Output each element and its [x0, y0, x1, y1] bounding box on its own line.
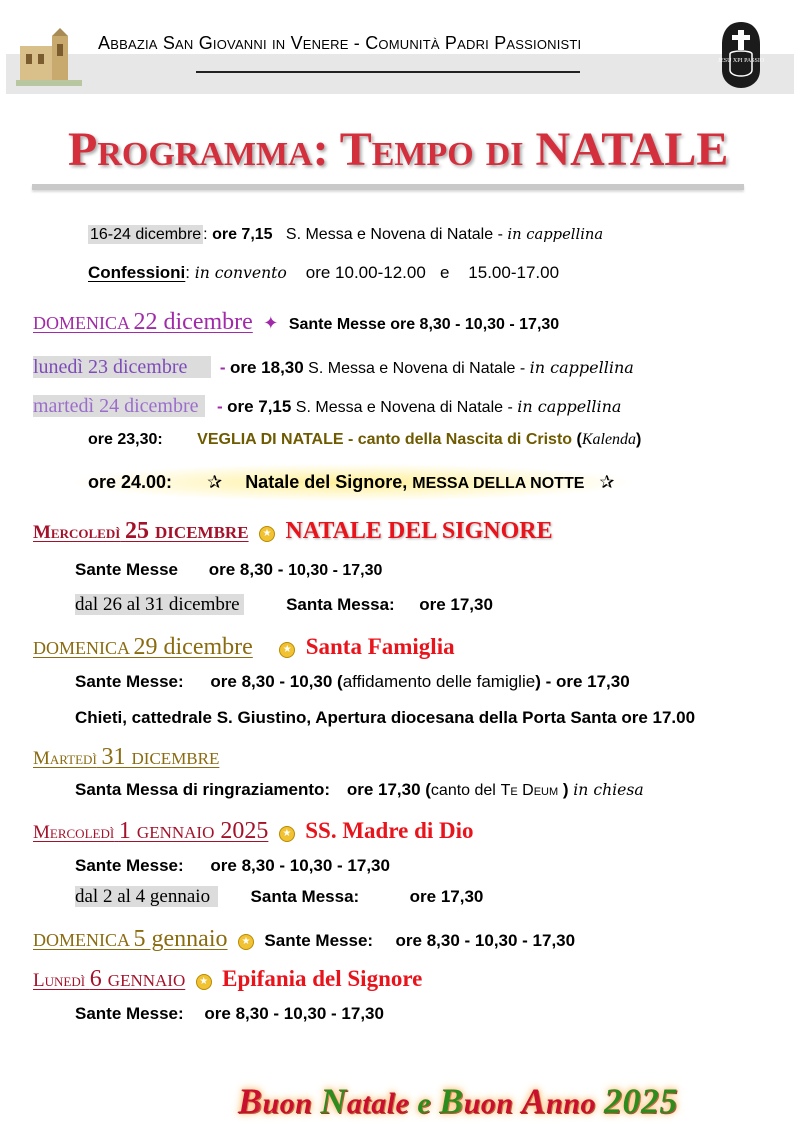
- mar24-text: S. Messa e Novena di Natale -: [295, 399, 513, 416]
- abbey-logo: [14, 28, 86, 88]
- lun23-place: in cappellina: [529, 358, 634, 377]
- dal2-time: ore 17,30: [409, 887, 484, 906]
- veglia-paren-open: (: [576, 431, 582, 448]
- ringraziamento-paren: ): [562, 780, 569, 799]
- mer25-feast: NATALE DEL SIGNORE: [285, 518, 553, 544]
- lun23-day: lunedì 23 dicembre: [33, 356, 211, 378]
- ringraziamento-tedeum: Te Deum: [500, 782, 559, 799]
- lun23-line: [33, 356, 634, 379]
- mar24-day: martedì 24 dicembre: [33, 395, 205, 417]
- mer25-messe-times: ore 8,30 -: [208, 560, 284, 579]
- star-badge-icon: ★: [279, 642, 295, 658]
- header-title: Abbazia San Giovanni in Venere - Comunità Padri Passionisti: [98, 33, 582, 53]
- sparkle-icon: ✦: [263, 313, 279, 333]
- lun6-line: [33, 966, 422, 993]
- mar24-place: in cappellina: [517, 397, 622, 416]
- mar31-line: [33, 744, 219, 771]
- mar31-day: Martedì 31 dicembre: [33, 744, 220, 770]
- dom22-text: Sante Messe ore 8,30 - 10,30 - 17,30: [288, 316, 560, 333]
- novena-time: ore 7,15: [212, 226, 273, 243]
- mer1-line: [33, 818, 474, 845]
- mer25-line: [33, 518, 553, 545]
- dom29-line: [33, 634, 455, 661]
- novena-sep: :: [203, 226, 208, 243]
- confessioni-place: in convento: [194, 263, 287, 282]
- dom5-day: DOMENICA 5 gennaio: [33, 926, 228, 952]
- mer1-feast: SS. Madre di Dio: [305, 818, 474, 843]
- dom29-messe-label: Sante Messe:: [75, 672, 184, 691]
- lun23-time: ore 18,30: [229, 358, 304, 377]
- mar24-line: [33, 395, 621, 418]
- dom22-line: [33, 309, 559, 336]
- ringraziamento-line: [75, 780, 644, 800]
- svg-text:JESU XPI PASSIO: JESU XPI PASSIO: [718, 58, 764, 64]
- dal26-range: dal 26 al 31 dicembre: [75, 594, 244, 615]
- confessioni-times: ore 10.00-12.00 e 15.00-17.00: [305, 263, 560, 282]
- page-title: Programma: Tempo di NATALE: [68, 123, 729, 176]
- lun6-messe-label: Sante Messe:: [75, 1004, 184, 1023]
- ringraziamento-canto: canto del: [430, 782, 496, 799]
- novena-text: S. Messa e Novena di Natale -: [285, 226, 503, 243]
- confessioni-sep: :: [185, 263, 191, 282]
- dom29-messe-line: [75, 672, 630, 692]
- ringraziamento-time: ore 17,30 (: [346, 780, 431, 799]
- ringraziamento-place: in chiesa: [573, 780, 644, 799]
- mer25-messe-line: [75, 560, 382, 580]
- novena-place: in cappellina: [507, 226, 604, 243]
- title-rule: [32, 184, 744, 190]
- lun23-dash: -: [219, 358, 226, 377]
- lun6-day: Lunedì 6 gennaio: [33, 966, 186, 992]
- mer25-messe-times2: 10,30 - 17,30: [288, 562, 383, 579]
- veglia-text: VEGLIA DI NATALE - canto della Nascita di Cristo: [197, 431, 573, 448]
- passionist-seal-icon: [718, 20, 764, 90]
- novena-line: [88, 226, 603, 244]
- star-outline-icon: ✰: [599, 472, 615, 492]
- header-divider: [196, 71, 580, 73]
- notte-text2: MESSA DELLA NOTTE: [412, 475, 585, 492]
- dal26-time: ore 17,30: [419, 595, 493, 614]
- dom5-label: Sante Messe:: [264, 931, 374, 950]
- dal2-line: [75, 886, 483, 908]
- confessioni-line: [88, 263, 559, 283]
- dom29-messe-note: affidamento delle famiglie: [342, 672, 536, 691]
- header-band: [6, 54, 794, 94]
- greeting-footer: Buon Natale e Buon Anno 2025: [238, 1081, 678, 1121]
- dal26-line: [75, 594, 493, 616]
- notte-text: Natale del Signore,: [245, 472, 408, 492]
- dom22-day: DOMENICA 22 dicembre: [33, 309, 253, 335]
- veglia-time: ore 23,30:: [88, 431, 163, 448]
- ringraziamento-label: Santa Messa di ringraziamento:: [75, 780, 331, 799]
- dom5-line: [33, 926, 575, 953]
- confessioni-label: Confessioni: [88, 263, 186, 282]
- dal2-label: Santa Messa:: [250, 887, 360, 906]
- lun23-text: S. Messa e Novena di Natale -: [308, 360, 526, 377]
- mer1-day: Mercoledì 1 gennaio 2025: [33, 818, 269, 844]
- mer1-messe-line: [75, 856, 390, 876]
- star-badge-icon: ★: [259, 526, 275, 542]
- notte-time: ore 24.00:: [88, 472, 173, 492]
- dal2-range: dal 2 al 4 gennaio: [75, 886, 218, 907]
- novena-dates: 16-24 dicembre: [90, 226, 202, 243]
- mer1-messe-label: Sante Messe:: [75, 856, 184, 875]
- veglia-kalenda: Kalenda: [581, 431, 637, 448]
- chieti-line: Chieti, cattedrale S. Giustino, Apertura diocesana della Porta Santa ore 17.00: [75, 708, 696, 727]
- lun6-messe-times: ore 8,30 - 10,30 - 17,30: [204, 1004, 384, 1023]
- mer1-messe-times: ore 8,30 - 10,30 - 17,30: [210, 856, 390, 875]
- mar24-time: ore 7,15: [227, 397, 292, 416]
- veglia-line: [88, 431, 641, 449]
- star-badge-icon: ★: [196, 974, 212, 990]
- mer25-messe-label: Sante Messe: [75, 560, 178, 579]
- dom5-times: ore 8,30 - 10,30 - 17,30: [395, 931, 576, 950]
- dom29-feast: Santa Famiglia: [305, 634, 455, 659]
- dom29-messe-after: ) - ore 17,30: [535, 672, 630, 691]
- dom29-messe-times: ore 8,30 - 10,30 (: [210, 672, 343, 691]
- mar24-dash: -: [216, 397, 223, 416]
- star-badge-icon: ★: [238, 934, 254, 950]
- lun6-feast: Epifania del Signore: [222, 966, 423, 991]
- dom29-day: DOMENICA 29 dicembre: [33, 634, 253, 660]
- mer25-day: Mercoledì 25 dicembre: [33, 518, 249, 544]
- star-outline-icon: ✰: [207, 472, 223, 492]
- notte-line: [74, 464, 629, 501]
- veglia-paren-close: ): [636, 431, 642, 448]
- dal26-label: Santa Messa:: [286, 595, 395, 614]
- lun6-messe-line: [75, 1004, 384, 1024]
- star-badge-icon: ★: [279, 826, 295, 842]
